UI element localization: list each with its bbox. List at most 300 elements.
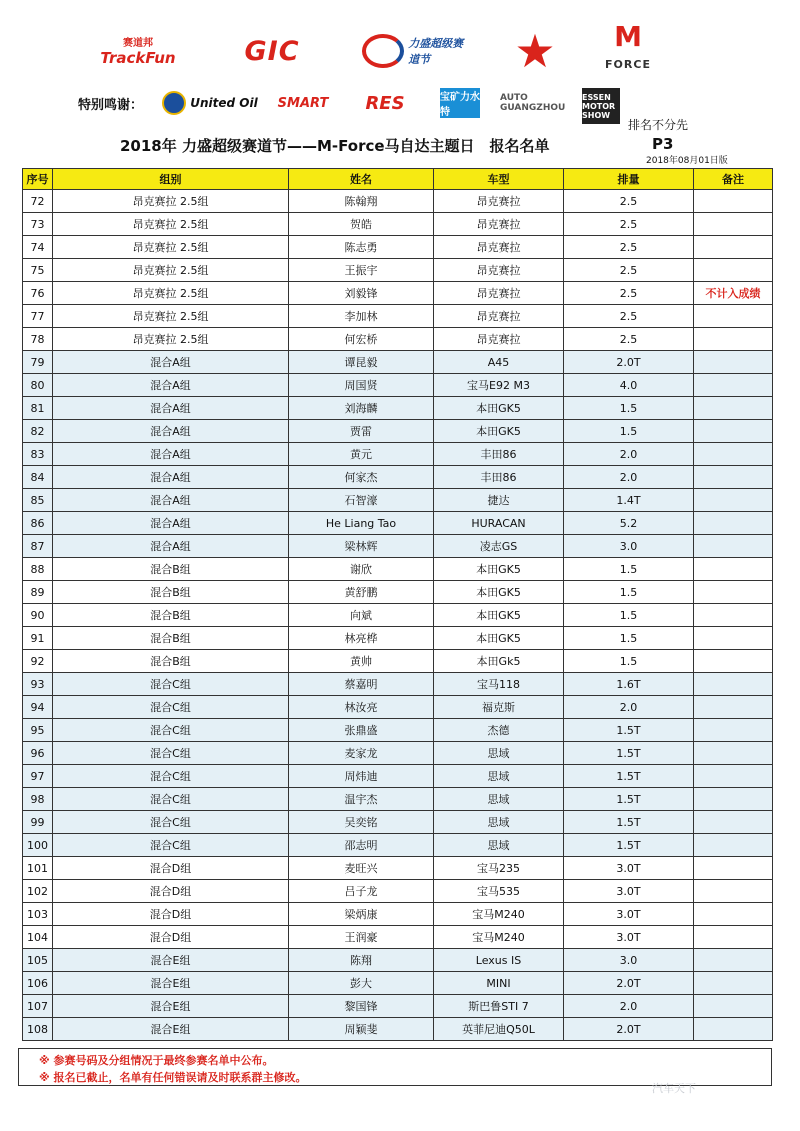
cell-group: 混合E组: [53, 949, 289, 972]
cell-number: 101: [23, 857, 53, 880]
table-row: [23, 581, 773, 604]
cell-note: [694, 259, 773, 282]
cell-car: 宝马M240: [434, 903, 564, 926]
cell-car: 福克斯: [434, 696, 564, 719]
cell-group: 混合C组: [53, 765, 289, 788]
trackfun-logo: [100, 28, 176, 74]
cell-name: 张鼎盛: [289, 719, 434, 742]
cell-number: 88: [23, 558, 53, 581]
cell-displacement: 1.5T: [564, 788, 694, 811]
table-row: [23, 535, 773, 558]
cell-number: 91: [23, 627, 53, 650]
cell-car: 凌志GS: [434, 535, 564, 558]
cell-group: 昂克赛拉 2.5组: [53, 282, 289, 305]
cell-number: 93: [23, 673, 53, 696]
cell-displacement: 2.5: [564, 190, 694, 213]
cell-displacement: 2.0: [564, 696, 694, 719]
cell-group: 混合A组: [53, 512, 289, 535]
table-row: [23, 834, 773, 857]
cell-note: [694, 190, 773, 213]
cell-note: [694, 489, 773, 512]
cell-group: 混合B组: [53, 604, 289, 627]
cell-name: 梁炳康: [289, 903, 434, 926]
cell-number: 85: [23, 489, 53, 512]
cell-group: 混合D组: [53, 926, 289, 949]
cell-note: [694, 305, 773, 328]
cell-car: 宝马E92 M3: [434, 374, 564, 397]
cell-displacement: 1.5: [564, 558, 694, 581]
res-logo: [350, 88, 420, 118]
table-row: [23, 857, 773, 880]
cell-group: 昂克赛拉 2.5组: [53, 190, 289, 213]
cell-number: 84: [23, 466, 53, 489]
cell-number: 82: [23, 420, 53, 443]
cell-displacement: 2.5: [564, 305, 694, 328]
cell-group: 昂克赛拉 2.5组: [53, 213, 289, 236]
cell-name: 周国贤: [289, 374, 434, 397]
cell-number: 89: [23, 581, 53, 604]
gic-logo: [226, 28, 318, 74]
mforce-logo-mark: M: [614, 20, 642, 53]
cell-group: 混合B组: [53, 581, 289, 604]
special-thanks-label: 特别鸣谢：: [78, 98, 144, 113]
united-oil-text: United Oil: [190, 96, 258, 110]
cell-car: 本田GK5: [434, 558, 564, 581]
table-row: [23, 420, 773, 443]
essen-motor-show-text: ESSEN MOTOR SHOW: [582, 92, 616, 120]
cell-number: 99: [23, 811, 53, 834]
table-row: [23, 604, 773, 627]
cell-car: 宝马118: [434, 673, 564, 696]
cell-group: 混合B组: [53, 650, 289, 673]
cell-car: 思域: [434, 765, 564, 788]
cell-car: 宝马235: [434, 857, 564, 880]
col-header-displacement: 排量: [564, 169, 694, 190]
cell-note: [694, 535, 773, 558]
table-row: [23, 765, 773, 788]
cell-displacement: 2.0T: [564, 351, 694, 374]
cell-note: [694, 374, 773, 397]
cell-number: 90: [23, 604, 53, 627]
cell-car: 思域: [434, 811, 564, 834]
cell-group: 昂克赛拉 2.5组: [53, 328, 289, 351]
cell-car: HURACAN: [434, 512, 564, 535]
cell-displacement: 4.0: [564, 374, 694, 397]
cell-displacement: 1.5: [564, 397, 694, 420]
cell-displacement: 1.5: [564, 604, 694, 627]
cell-group: 混合E组: [53, 1018, 289, 1041]
table-row: [23, 374, 773, 397]
cell-number: 87: [23, 535, 53, 558]
cell-note: [694, 742, 773, 765]
auto-guangzhou-text: AUTO GUANGZHOU: [500, 93, 566, 113]
cell-displacement: 3.0T: [564, 857, 694, 880]
cell-car: 捷达: [434, 489, 564, 512]
cell-car: MINI: [434, 972, 564, 995]
cell-note: [694, 696, 773, 719]
cell-number: 108: [23, 1018, 53, 1041]
tracktour-logo-text: 力盛超级赛道节: [408, 37, 464, 66]
col-header-number: 序号: [23, 169, 53, 190]
cell-displacement: 2.0: [564, 466, 694, 489]
cell-displacement: 3.0T: [564, 903, 694, 926]
cell-name: 周颖斐: [289, 1018, 434, 1041]
cell-note: [694, 627, 773, 650]
cell-note: [694, 834, 773, 857]
cell-displacement: 1.5T: [564, 765, 694, 788]
cell-note: [694, 213, 773, 236]
cell-note: [694, 972, 773, 995]
cell-name: 向斌: [289, 604, 434, 627]
cell-group: 昂克赛拉 2.5组: [53, 236, 289, 259]
cell-car: 昂克赛拉: [434, 190, 564, 213]
cell-name: 麦家龙: [289, 742, 434, 765]
cell-car: 思域: [434, 834, 564, 857]
cell-car: 斯巴鲁STI 7: [434, 995, 564, 1018]
col-header-note: 备注: [694, 169, 773, 190]
table-row: [23, 282, 773, 305]
cell-group: 混合A组: [53, 420, 289, 443]
cell-note: [694, 512, 773, 535]
table-row: [23, 190, 773, 213]
cell-group: 混合A组: [53, 489, 289, 512]
cell-displacement: 2.0T: [564, 1018, 694, 1041]
table-row: [23, 972, 773, 995]
cell-name: 陈翰翔: [289, 190, 434, 213]
smart-logo: [272, 88, 334, 118]
col-header-car: 车型: [434, 169, 564, 190]
table-row: [23, 558, 773, 581]
cell-displacement: 5.2: [564, 512, 694, 535]
cell-group: 混合B组: [53, 558, 289, 581]
cell-car: 本田GK5: [434, 397, 564, 420]
gic-logo-text: GIC: [244, 35, 300, 67]
cell-note: [694, 926, 773, 949]
cell-number: 92: [23, 650, 53, 673]
cell-name: 石智濠: [289, 489, 434, 512]
cell-displacement: 3.0: [564, 535, 694, 558]
table-header-row: [23, 169, 773, 190]
cell-group: 昂克赛拉 2.5组: [53, 259, 289, 282]
cell-car: 昂克赛拉: [434, 236, 564, 259]
cell-group: 混合A组: [53, 374, 289, 397]
cell-displacement: 2.0: [564, 995, 694, 1018]
cell-name: 黄帅: [289, 650, 434, 673]
table-row: [23, 351, 773, 374]
cell-name: 贾雷: [289, 420, 434, 443]
no-ranking-note: 排名不分先: [628, 118, 689, 132]
cell-note: [694, 650, 773, 673]
cell-note: [694, 857, 773, 880]
cell-name: He Liang Tao: [289, 512, 434, 535]
cell-number: 79: [23, 351, 53, 374]
col-header-group: 组别: [53, 169, 289, 190]
table-row: [23, 903, 773, 926]
cell-name: 周炜迪: [289, 765, 434, 788]
cell-displacement: 2.0T: [564, 972, 694, 995]
table-body: [23, 190, 773, 1041]
cell-group: 混合D组: [53, 880, 289, 903]
cell-name: 何宏桥: [289, 328, 434, 351]
star-icon: ★: [514, 24, 556, 78]
cell-number: 104: [23, 926, 53, 949]
united-oil-icon: [162, 91, 186, 115]
cell-name: 黎国锋: [289, 995, 434, 1018]
cell-note: [694, 1018, 773, 1041]
registration-table: [22, 168, 773, 1041]
cell-car: 思域: [434, 742, 564, 765]
cell-displacement: 1.6T: [564, 673, 694, 696]
cell-note: [694, 903, 773, 926]
cell-name: 谢欣: [289, 558, 434, 581]
cell-name: 刘海麟: [289, 397, 434, 420]
cell-note: [694, 880, 773, 903]
page-title: 2018年 力盛超级赛道节——M-Force马自达主题日 报名名单: [120, 137, 550, 155]
cell-displacement: 1.5T: [564, 811, 694, 834]
cell-name: 王振宇: [289, 259, 434, 282]
cell-name: 何家杰: [289, 466, 434, 489]
cell-group: 混合C组: [53, 719, 289, 742]
cell-number: 106: [23, 972, 53, 995]
cell-name: 邵志明: [289, 834, 434, 857]
cell-displacement: 1.5T: [564, 834, 694, 857]
cell-number: 81: [23, 397, 53, 420]
table-row: [23, 213, 773, 236]
cell-group: 混合A组: [53, 351, 289, 374]
cell-group: 昂克赛拉 2.5组: [53, 305, 289, 328]
cell-name: 彭大: [289, 972, 434, 995]
cell-number: 98: [23, 788, 53, 811]
cell-group: 混合D组: [53, 857, 289, 880]
cell-car: 本田Gk5: [434, 650, 564, 673]
cell-number: 73: [23, 213, 53, 236]
cell-car: 昂克赛拉: [434, 328, 564, 351]
united-oil-logo: [158, 88, 262, 118]
cell-car: 宝马M240: [434, 926, 564, 949]
water-brand-logo: [440, 88, 480, 118]
cell-displacement: 1.5T: [564, 719, 694, 742]
cell-number: 105: [23, 949, 53, 972]
cell-name: 陈志勇: [289, 236, 434, 259]
table-row: [23, 995, 773, 1018]
cell-group: 混合E组: [53, 972, 289, 995]
table-row: [23, 512, 773, 535]
cell-name: 吕子龙: [289, 880, 434, 903]
cell-name: 蔡嘉明: [289, 673, 434, 696]
table-row: [23, 489, 773, 512]
cell-note: [694, 604, 773, 627]
cell-name: 李加林: [289, 305, 434, 328]
cell-note: [694, 765, 773, 788]
cell-name: 吴奕铭: [289, 811, 434, 834]
cell-name: 贺皓: [289, 213, 434, 236]
cell-car: 思域: [434, 788, 564, 811]
cell-group: 混合C组: [53, 742, 289, 765]
cell-name: 黄元: [289, 443, 434, 466]
table-row: [23, 719, 773, 742]
table-row: [23, 397, 773, 420]
cell-displacement: 2.5: [564, 282, 694, 305]
table-row: [23, 742, 773, 765]
table-row: [23, 328, 773, 351]
table-row: [23, 236, 773, 259]
page-code: P3: [652, 135, 674, 153]
ring-icon: [362, 34, 404, 68]
cell-displacement: 1.5: [564, 420, 694, 443]
cell-number: 94: [23, 696, 53, 719]
cell-displacement: 2.5: [564, 328, 694, 351]
table-row: [23, 1018, 773, 1041]
cell-number: 75: [23, 259, 53, 282]
cell-displacement: 1.4T: [564, 489, 694, 512]
cell-number: 86: [23, 512, 53, 535]
cell-group: 混合C组: [53, 696, 289, 719]
tracktour-logo: [362, 28, 468, 74]
cell-displacement: 1.5: [564, 627, 694, 650]
cell-number: 72: [23, 190, 53, 213]
cell-name: 温宇杰: [289, 788, 434, 811]
cell-car: 丰田86: [434, 466, 564, 489]
table-row: [23, 880, 773, 903]
cell-displacement: 3.0: [564, 949, 694, 972]
cell-name: 黄舒鹏: [289, 581, 434, 604]
cell-displacement: 3.0T: [564, 880, 694, 903]
cell-note: [694, 673, 773, 696]
cell-note: [694, 788, 773, 811]
table-row: [23, 443, 773, 466]
cell-note: [694, 949, 773, 972]
table-row: [23, 466, 773, 489]
col-header-name: 姓名: [289, 169, 434, 190]
cell-name: 王润豪: [289, 926, 434, 949]
cell-car: 本田GK5: [434, 604, 564, 627]
table-row: [23, 811, 773, 834]
auto-guangzhou-logo: [500, 88, 570, 118]
smart-logo-text: SMART: [277, 95, 329, 111]
cell-number: 103: [23, 903, 53, 926]
cell-note: [694, 397, 773, 420]
cell-name: 麦旺兴: [289, 857, 434, 880]
cell-note: 不计入成绩: [694, 282, 773, 305]
cell-group: 混合B组: [53, 627, 289, 650]
version-date: 2018年08月01日版: [646, 156, 728, 166]
res-logo-text: RES: [365, 92, 405, 114]
cell-car: 昂克赛拉: [434, 282, 564, 305]
footer-note-2: ※ 报名已截止，名单有任何错误请及时联系群主修改。: [39, 1071, 307, 1084]
cell-note: [694, 351, 773, 374]
cell-car: 杰德: [434, 719, 564, 742]
watermark: 汽车天下: [652, 1082, 696, 1095]
cell-note: [694, 236, 773, 259]
cell-car: 宝马535: [434, 880, 564, 903]
cell-number: 74: [23, 236, 53, 259]
cell-displacement: 1.5: [564, 581, 694, 604]
cell-group: 混合C组: [53, 811, 289, 834]
cell-number: 78: [23, 328, 53, 351]
essen-motor-show-logo: [582, 88, 620, 124]
cell-note: [694, 328, 773, 351]
cell-note: [694, 811, 773, 834]
cell-number: 100: [23, 834, 53, 857]
cell-note: [694, 719, 773, 742]
water-brand-text: 宝矿力水特: [440, 92, 480, 118]
table-row: [23, 926, 773, 949]
cell-group: 混合A组: [53, 535, 289, 558]
cell-car: 本田GK5: [434, 627, 564, 650]
cell-displacement: 2.5: [564, 259, 694, 282]
footer-note-1: ※ 参赛号码及分组情况于最终参赛名单中公布。: [39, 1054, 274, 1067]
cell-car: A45: [434, 351, 564, 374]
cell-group: 混合A组: [53, 397, 289, 420]
cell-group: 混合A组: [53, 466, 289, 489]
cell-group: 混合E组: [53, 995, 289, 1018]
star-logo: [510, 24, 560, 78]
cell-group: 混合C组: [53, 834, 289, 857]
cell-car: 昂克赛拉: [434, 305, 564, 328]
cell-car: Lexus IS: [434, 949, 564, 972]
table-row: [23, 650, 773, 673]
mforce-logo: [598, 20, 658, 74]
cell-number: 107: [23, 995, 53, 1018]
cell-car: 丰田86: [434, 443, 564, 466]
trackfun-logo-cn: 赛道邦: [123, 38, 153, 49]
cell-group: 混合D组: [53, 903, 289, 926]
cell-name: 陈翔: [289, 949, 434, 972]
cell-note: [694, 420, 773, 443]
cell-number: 95: [23, 719, 53, 742]
cell-number: 77: [23, 305, 53, 328]
table-row: [23, 305, 773, 328]
cell-note: [694, 558, 773, 581]
cell-group: 混合C组: [53, 788, 289, 811]
cell-displacement: 2.0: [564, 443, 694, 466]
cell-car: 本田GK5: [434, 420, 564, 443]
cell-number: 83: [23, 443, 53, 466]
cell-name: 谭昆毅: [289, 351, 434, 374]
cell-note: [694, 995, 773, 1018]
cell-displacement: 2.5: [564, 236, 694, 259]
cell-car: 英菲尼迪Q50L: [434, 1018, 564, 1041]
table-row: [23, 673, 773, 696]
cell-displacement: 3.0T: [564, 926, 694, 949]
table-row: [23, 627, 773, 650]
logo-bar: [0, 20, 800, 78]
cell-note: [694, 466, 773, 489]
cell-displacement: 1.5T: [564, 742, 694, 765]
cell-note: [694, 443, 773, 466]
cell-number: 76: [23, 282, 53, 305]
table-row: [23, 949, 773, 972]
trackfun-logo-text: TrackFun: [100, 49, 176, 67]
mforce-logo-text: FORCE: [605, 58, 651, 71]
cell-number: 102: [23, 880, 53, 903]
cell-name: 林亮桦: [289, 627, 434, 650]
cell-car: 昂克赛拉: [434, 213, 564, 236]
table-row: [23, 788, 773, 811]
cell-car: 昂克赛拉: [434, 259, 564, 282]
table-row: [23, 259, 773, 282]
cell-name: 梁林辉: [289, 535, 434, 558]
cell-displacement: 2.5: [564, 213, 694, 236]
cell-number: 97: [23, 765, 53, 788]
cell-name: 林汝亮: [289, 696, 434, 719]
table-row: [23, 696, 773, 719]
cell-car: 本田GK5: [434, 581, 564, 604]
cell-number: 80: [23, 374, 53, 397]
cell-group: 混合A组: [53, 443, 289, 466]
cell-number: 96: [23, 742, 53, 765]
cell-name: 刘毅锋: [289, 282, 434, 305]
